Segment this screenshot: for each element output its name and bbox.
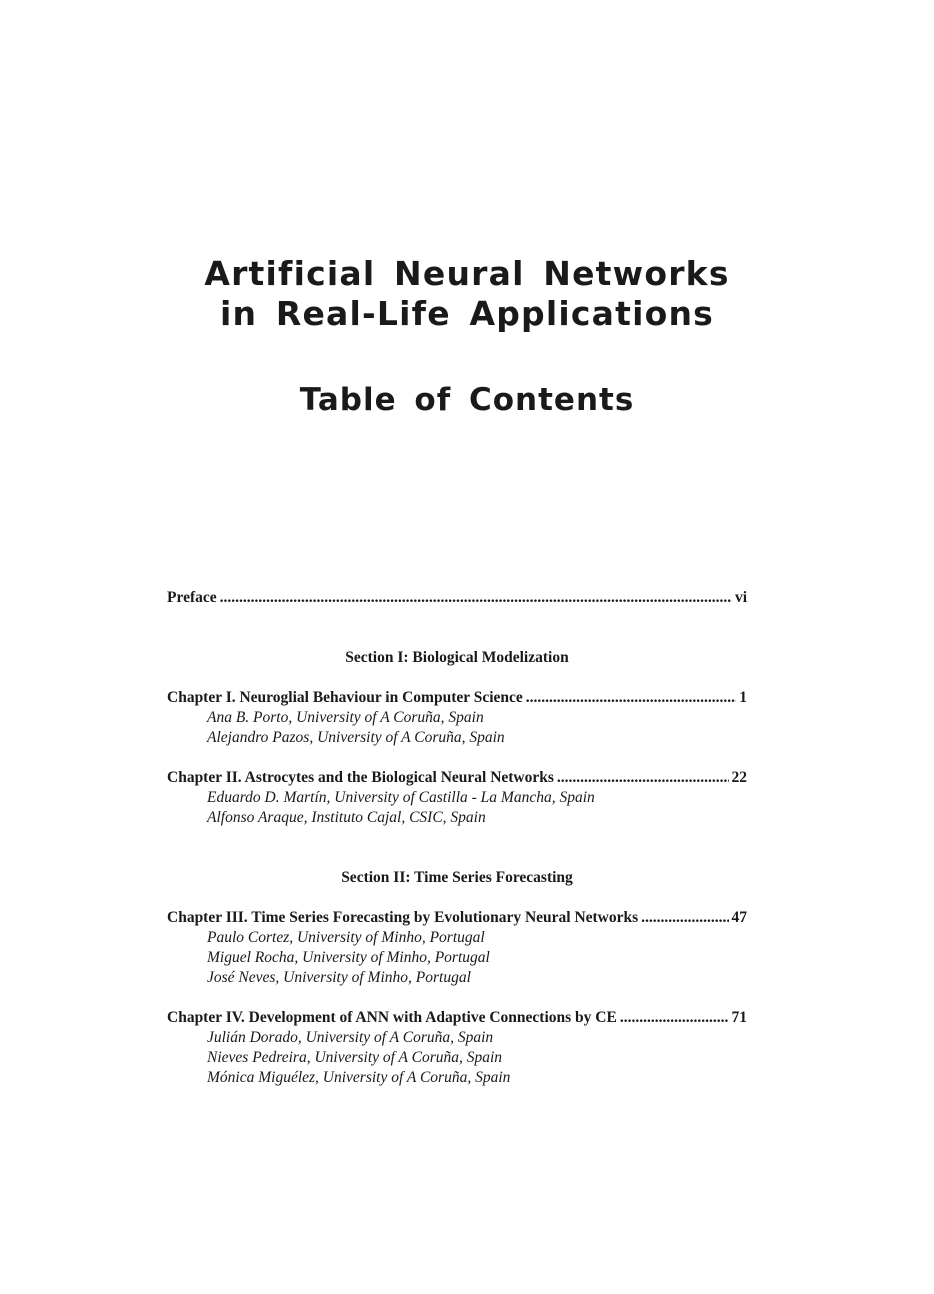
chapter-author: Miguel Rocha, University of Minho, Portugal bbox=[207, 949, 490, 966]
chapter-title-line[interactable] bbox=[167, 908, 747, 928]
section-heading: Section I: Biological Modelization bbox=[345, 649, 569, 666]
chapter-author: Ana B. Porto, University of A Coruña, Spain bbox=[207, 709, 484, 726]
preface-page-number: vi bbox=[734, 589, 747, 606]
dot-leader bbox=[220, 588, 732, 608]
chapter-author: Paulo Cortez, University of Minho, Portugal bbox=[207, 929, 485, 946]
preface-entry[interactable] bbox=[167, 588, 747, 608]
book-title-line-1: Artificial Neural Networks bbox=[204, 254, 730, 293]
chapter-title-line[interactable] bbox=[167, 1008, 747, 1028]
chapter-title: Chapter I. Neuroglial Behaviour in Computer Science bbox=[167, 689, 523, 706]
chapter-page-number: 22 bbox=[731, 769, 747, 786]
book-title-line-2: in Real-Life Applications bbox=[219, 294, 715, 333]
chapter-title: Chapter II. Astrocytes and the Biological Neural Networks bbox=[167, 769, 554, 786]
chapter-author: Alfonso Araque, Instituto Cajal, CSIC, Spain bbox=[207, 809, 486, 826]
toc-heading: Table of Contents bbox=[299, 382, 635, 418]
chapter-author: Julián Dorado, University of A Coruña, Spain bbox=[207, 1029, 494, 1046]
chapter-page-number: 47 bbox=[731, 909, 747, 926]
chapter-author: Mónica Miguélez, University of A Coruña, Spain bbox=[207, 1069, 511, 1086]
chapter-title-line[interactable] bbox=[167, 768, 747, 788]
chapter-title: Chapter III. Time Series Forecasting by Evolutionary Neural Networks bbox=[167, 909, 639, 926]
chapter-author: José Neves, University of Minho, Portugal bbox=[207, 969, 471, 986]
dot-leader bbox=[620, 1008, 729, 1028]
dot-leader bbox=[526, 688, 736, 708]
chapter-author: Eduardo D. Martín, University of Castilla - La Mancha, Spain bbox=[207, 789, 595, 806]
dot-leader bbox=[557, 768, 729, 788]
chapter-entry bbox=[167, 1008, 747, 1088]
section-heading: Section II: Time Series Forecasting bbox=[341, 869, 573, 886]
table-of-contents bbox=[167, 588, 747, 1088]
chapter-page-number: 1 bbox=[739, 689, 747, 706]
book-title bbox=[0, 254, 934, 334]
chapter-author: Nieves Pedreira, University of A Coruña, Spain bbox=[207, 1049, 503, 1066]
chapter-entry bbox=[167, 688, 747, 748]
chapter-title-line[interactable] bbox=[167, 688, 747, 708]
chapter-author: Alejandro Pazos, University of A Coruña, Spain bbox=[207, 729, 505, 746]
dot-leader bbox=[641, 908, 728, 928]
chapter-entry bbox=[167, 768, 747, 828]
chapter-page-number: 71 bbox=[731, 1009, 747, 1026]
preface-label: Preface bbox=[167, 589, 217, 606]
chapter-entry bbox=[167, 908, 747, 988]
chapter-title: Chapter IV. Development of ANN with Adaptive Connections by CE bbox=[167, 1009, 617, 1026]
